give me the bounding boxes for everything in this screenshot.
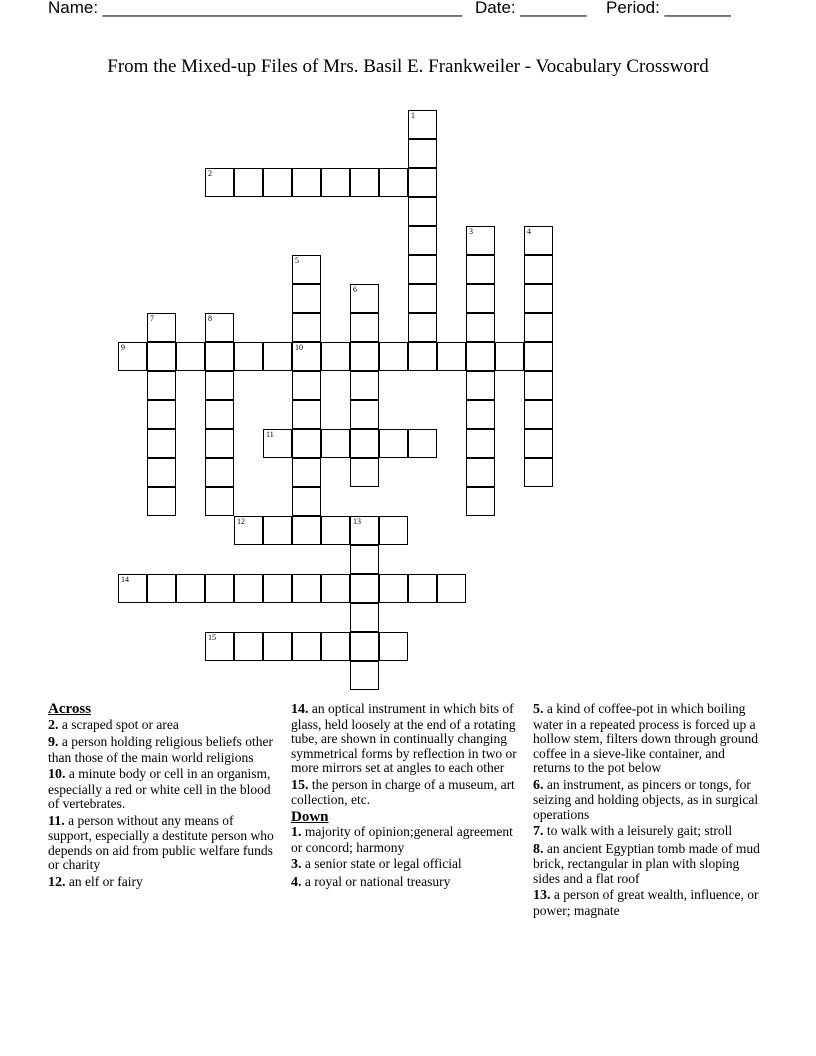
crossword-cell[interactable]: [292, 487, 321, 516]
cell-number: 2: [208, 169, 212, 178]
crossword-cell[interactable]: [466, 487, 495, 516]
crossword-cell[interactable]: [408, 226, 437, 255]
crossword-cell[interactable]: [292, 342, 321, 371]
crossword-cell[interactable]: [321, 429, 350, 458]
crossword-cell[interactable]: [292, 516, 321, 545]
crossword-cell[interactable]: [292, 458, 321, 487]
crossword-cell[interactable]: [466, 429, 495, 458]
crossword-cell[interactable]: [350, 545, 379, 574]
crossword-cell[interactable]: [379, 342, 408, 371]
crossword-cell[interactable]: [263, 632, 292, 661]
crossword-cell[interactable]: [321, 632, 350, 661]
crossword-cell[interactable]: [524, 458, 553, 487]
crossword-cell[interactable]: [263, 429, 292, 458]
crossword-cell[interactable]: [379, 632, 408, 661]
crossword-cell[interactable]: [524, 342, 553, 371]
crossword-cell[interactable]: [466, 342, 495, 371]
crossword-cell[interactable]: [205, 313, 234, 342]
clue-down-3: 3. a senior state or legal official: [291, 856, 462, 872]
page-title: From the Mixed-up Files of Mrs. Basil E. Frankweiler - Vocabulary Crossword: [107, 56, 709, 77]
crossword-cell[interactable]: [408, 342, 437, 371]
crossword-cell[interactable]: [524, 429, 553, 458]
crossword-cell[interactable]: [321, 574, 350, 603]
clue-down-13: 13. a person of great wealth, influence, or power; magnate: [533, 887, 759, 918]
crossword-cell[interactable]: [118, 342, 147, 371]
crossword-cell[interactable]: [205, 371, 234, 400]
crossword-cell[interactable]: [466, 255, 495, 284]
crossword-cell[interactable]: [147, 429, 176, 458]
date-field[interactable]: Date: _______: [475, 0, 587, 17]
crossword-cell[interactable]: [263, 342, 292, 371]
crossword-cell[interactable]: [234, 168, 263, 197]
crossword-cell[interactable]: [147, 342, 176, 371]
crossword-cell[interactable]: [292, 168, 321, 197]
cell-number: 13: [353, 517, 361, 526]
crossword-cell[interactable]: [350, 458, 379, 487]
crossword-cell[interactable]: [408, 139, 437, 168]
crossword-cell[interactable]: [292, 429, 321, 458]
cell-number: 15: [208, 633, 216, 642]
crossword-cell[interactable]: [466, 400, 495, 429]
name-field[interactable]: Name: ______________________________________: [48, 0, 463, 17]
crossword-cell[interactable]: [408, 313, 437, 342]
crossword-cell[interactable]: [495, 342, 524, 371]
crossword-cell[interactable]: [466, 284, 495, 313]
crossword-cell[interactable]: [350, 429, 379, 458]
crossword-cell[interactable]: [350, 342, 379, 371]
crossword-cell[interactable]: [408, 284, 437, 313]
crossword-cell[interactable]: [292, 632, 321, 661]
clue-across-10: 10. a minute body or cell in an organism, especially a red or white cell in the blood of vertebrates.: [48, 766, 271, 811]
crossword-cell[interactable]: [205, 342, 234, 371]
crossword-cell[interactable]: [524, 400, 553, 429]
crossword-cell[interactable]: [234, 574, 263, 603]
clue-across-15: 15. the person in charge of a museum, art collection, etc.: [291, 776, 515, 807]
crossword-cell[interactable]: [118, 574, 147, 603]
crossword-cell[interactable]: [350, 284, 379, 313]
clue-across-9: 9. a person holding religious beliefs other than those of the main world religions: [48, 734, 273, 765]
across-heading: Across: [48, 701, 92, 717]
crossword-cell[interactable]: [466, 313, 495, 342]
crossword-cell[interactable]: [350, 516, 379, 545]
crossword-cell[interactable]: [408, 168, 437, 197]
crossword-cell[interactable]: [437, 574, 466, 603]
period-field[interactable]: Period: _______: [606, 0, 731, 17]
crossword-cell[interactable]: [147, 400, 176, 429]
crossword-cell[interactable]: [350, 603, 379, 632]
clue-across-12: 12. an elf or fairy: [48, 873, 143, 890]
crossword-cell[interactable]: [524, 313, 553, 342]
crossword-cell[interactable]: [234, 342, 263, 371]
cell-number: 11: [266, 430, 274, 439]
crossword-cell[interactable]: [408, 429, 437, 458]
down-heading: Down: [291, 808, 329, 825]
crossword-cell[interactable]: [292, 284, 321, 313]
clue-down-7: 7. to walk with a leisurely gait; stroll: [533, 823, 733, 839]
crossword-cell[interactable]: [205, 168, 234, 197]
clues-column-1: [48, 702, 280, 892]
clues-column-3: [533, 702, 765, 920]
clue-down-5: 5. a kind of coffee-pot in which boiling water in a repeated process is forced up a hollow stem, filters down through ground coffee in a sieve-like container, and returns to the pot below: [533, 701, 758, 775]
crossword-cell[interactable]: [350, 400, 379, 429]
crossword-cell[interactable]: [205, 632, 234, 661]
crossword-cell[interactable]: [466, 371, 495, 400]
crossword-cell[interactable]: [321, 516, 350, 545]
clue-down-4: 4. a royal or national treasury: [291, 873, 451, 890]
cell-number: 10: [295, 343, 303, 352]
crossword-cell[interactable]: [524, 255, 553, 284]
cell-number: 3: [469, 227, 473, 236]
crossword-cell[interactable]: [147, 371, 176, 400]
cell-number: 6: [353, 285, 357, 294]
clues-column-2: [291, 702, 525, 892]
cell-number: 9: [121, 343, 125, 352]
crossword-cell[interactable]: [176, 342, 205, 371]
crossword-cell[interactable]: [292, 371, 321, 400]
cell-number: 4: [527, 227, 531, 236]
clue-across-11: 11. a person without any means of support, especially a destitute person who depends on aid from public welfare funds or charity: [48, 812, 274, 872]
crossword-cell[interactable]: [379, 516, 408, 545]
crossword-cell[interactable]: [292, 574, 321, 603]
crossword-cell[interactable]: [263, 168, 292, 197]
crossword-cell[interactable]: [292, 313, 321, 342]
crossword-cell[interactable]: [350, 632, 379, 661]
crossword-cell[interactable]: [263, 516, 292, 545]
crossword-cell[interactable]: [379, 429, 408, 458]
clue-down-1: 1. majority of opinion;general agreement or concord; harmony: [291, 824, 513, 855]
crossword-cell[interactable]: [263, 574, 292, 603]
crossword-cell[interactable]: [147, 574, 176, 603]
crossword-cell[interactable]: [176, 574, 205, 603]
clue-across-14: 14. an optical instrument in which bits of glass, held loosely at the end of a rotating tube, are shown in continually changing symmetrical forms by reflection in two or more mirrors set at angles to each other: [291, 701, 517, 775]
crossword-cell[interactable]: [205, 429, 234, 458]
crossword-cell[interactable]: [292, 255, 321, 284]
crossword-cell[interactable]: [408, 574, 437, 603]
crossword-cell[interactable]: [234, 632, 263, 661]
clue-down-8: 8. an ancient Egyptian tomb made of mud brick, rectangular in plan with sloping sides and a flat roof: [533, 840, 760, 886]
crossword-cell[interactable]: [379, 168, 408, 197]
crossword-cell[interactable]: [524, 371, 553, 400]
crossword-cell[interactable]: [147, 313, 176, 342]
cell-number: 7: [150, 314, 154, 323]
crossword-cell[interactable]: [524, 284, 553, 313]
crossword-cell[interactable]: [466, 226, 495, 255]
crossword-cell[interactable]: [350, 313, 379, 342]
crossword-cell[interactable]: [205, 458, 234, 487]
crossword-cell[interactable]: [321, 168, 350, 197]
cell-number: 12: [237, 517, 245, 526]
crossword-cell[interactable]: [408, 197, 437, 226]
crossword-cell[interactable]: [437, 342, 466, 371]
crossword-cell[interactable]: [292, 400, 321, 429]
crossword-cell[interactable]: [321, 342, 350, 371]
clue-down-6: 6. an instrument, as pincers or tongs, for seizing and holding objects, as in surgical operations: [533, 776, 759, 822]
crossword-cell[interactable]: [379, 574, 408, 603]
cell-number: 14: [121, 575, 129, 584]
crossword-cell[interactable]: [350, 168, 379, 197]
clue-across-2: 2. a scraped spot or area: [48, 716, 179, 733]
crossword-cell[interactable]: [205, 400, 234, 429]
crossword-cell[interactable]: [466, 458, 495, 487]
crossword-cell[interactable]: [147, 458, 176, 487]
crossword-cell[interactable]: [408, 255, 437, 284]
crossword-cell[interactable]: [205, 574, 234, 603]
cell-number: 8: [208, 314, 212, 323]
crossword-cell[interactable]: [205, 487, 234, 516]
cell-number: 1: [411, 111, 415, 120]
crossword-cell[interactable]: [350, 574, 379, 603]
cell-number: 5: [295, 256, 299, 265]
crossword-cell[interactable]: [408, 110, 437, 139]
crossword-cell[interactable]: [524, 226, 553, 255]
crossword-cell[interactable]: [350, 661, 379, 690]
crossword-cell[interactable]: [147, 487, 176, 516]
crossword-cell[interactable]: [234, 516, 263, 545]
crossword-cell[interactable]: [350, 371, 379, 400]
